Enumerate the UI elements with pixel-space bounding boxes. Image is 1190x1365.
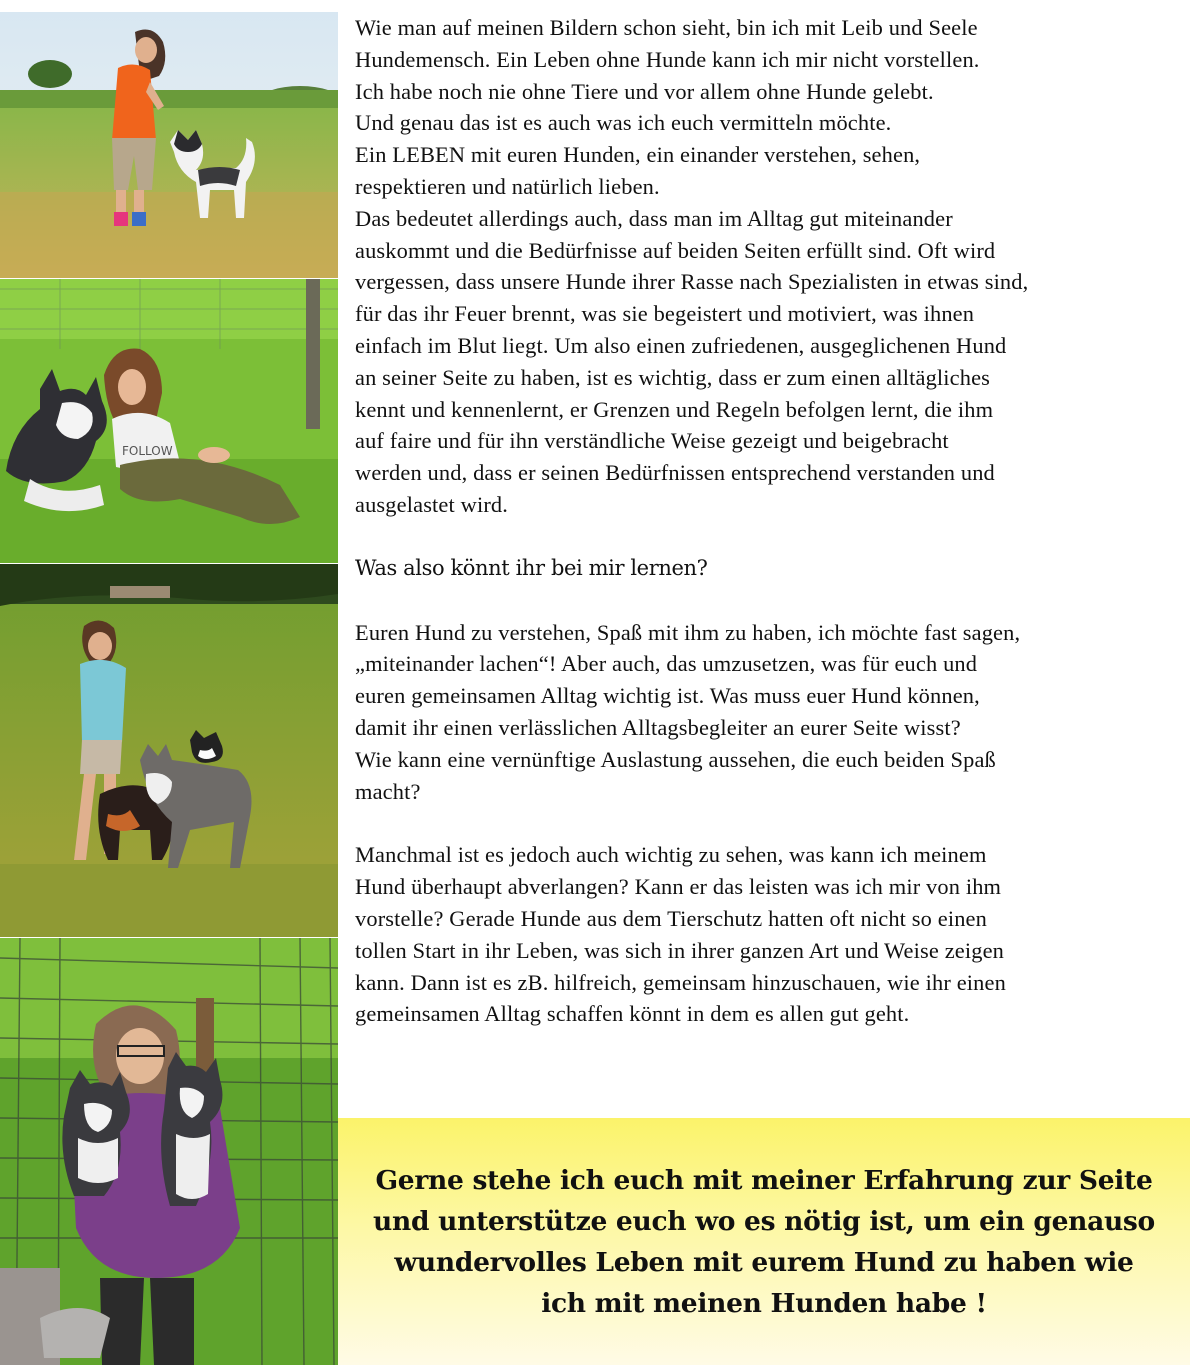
text-line: an seiner Seite zu haben, ist es wichtig, dass er zum einen alltägliches: [355, 364, 991, 390]
text-line: Das bedeutet allerdings auch, dass man im Alltag gut miteinander: [355, 205, 953, 231]
section-heading: Was also könnt ihr bei mir lernen?: [355, 555, 708, 580]
callout-line: Gerne stehe ich euch mit meiner Erfahrung zur Seite: [375, 1164, 1153, 1196]
paragraph-gap: [355, 585, 1185, 617]
svg-text:FOLLOW: FOLLOW: [122, 444, 173, 458]
learn-paragraph: [355, 617, 1185, 808]
text-line: respektieren und natürlich lieben.: [355, 173, 660, 199]
callout-line: ich mit meinen Hunden habe !: [541, 1287, 987, 1319]
text-line: Ich habe noch nie ohne Tiere und vor allem ohne Hunde gelebt.: [355, 78, 934, 104]
callout-line: wundervolles Leben mit eurem Hund zu haben wie: [394, 1246, 1134, 1278]
photo-woman-walking-with-dogs: [0, 564, 338, 937]
text-line: auf faire und für ihn verständliche Weise gezeigt und beigebracht: [355, 428, 949, 454]
photo-woman-training-husky-in-field: [0, 12, 338, 278]
text-line: auskommt und die Bedürfnisse auf beiden Seiten erfüllt sind. Oft wird: [355, 237, 996, 263]
photo-woman-lying-with-husky-on-grass: [0, 279, 338, 563]
intro-paragraph: [355, 12, 1185, 521]
text-line: einfach im Blut liegt. Um also einen zufriedenen, ausgeglichenen Hund: [355, 332, 1007, 358]
text-line: Und genau das ist es auch was ich euch vermitteln möchte.: [355, 110, 892, 136]
text-line: kennt und kennenlernt, er Grenzen und Regeln befolgen lernt, die ihm: [355, 396, 994, 422]
text-line: Manchmal ist es jedoch auch wichtig zu sehen, was kann ich meinem: [355, 842, 987, 868]
paragraph-gap: [355, 807, 1185, 839]
rescue-paragraph: [355, 839, 1185, 1030]
text-line: für das ihr Feuer brennt, was sie begeistert und motiviert, was ihnen: [355, 301, 975, 327]
callout-box: [338, 1118, 1190, 1365]
text-line: tollen Start in ihr Leben, was sich in ihrer ganzen Art und Weise zeigen: [355, 937, 1005, 963]
text-line: ausgelastet wird.: [355, 491, 509, 517]
text-line: „miteinander lachen“! Aber auch, das umzusetzen, was für euch und: [355, 651, 978, 677]
text-line: Hund überhaupt abverlangen? Kann er das leisten was ich mir von ihm: [355, 874, 1002, 900]
text-line: Wie kann eine vernünftige Auslastung aussehen, die euch beiden Spaß: [355, 746, 996, 772]
text-line: Euren Hund zu verstehen, Spaß mit ihm zu haben, ich möchte fast sagen,: [355, 619, 1021, 645]
text-line: vorstelle? Gerade Hunde aus dem Tierschutz hatten oft nicht so einen: [355, 905, 987, 931]
callout-line: und unterstütze euch wo es nötig ist, um ein genauso: [373, 1205, 1155, 1237]
text-line: vergessen, dass unsere Hunde ihrer Rasse nach Spezialisten in etwas sind,: [355, 269, 1029, 295]
text-line: euren gemeinsamen Alltag wichtig ist. Was muss euer Hund können,: [355, 683, 980, 709]
photo-woman-holding-husky-puppies: [0, 938, 338, 1365]
paragraph-gap: [355, 521, 1185, 553]
text-line: macht?: [355, 778, 421, 804]
text-line: Hundemensch. Ein Leben ohne Hunde kann ich mir nicht vorstellen.: [355, 46, 980, 72]
text-line: gemeinsamen Alltag schaffen könnt in dem es allen gut geht.: [355, 1001, 910, 1027]
text-line: damit ihr einen verlässlichen Alltagsbegleiter an eurer Seite wisst?: [355, 714, 961, 740]
text-line: werden und, dass er seinen Bedürfnissen entsprechend verstanden und: [355, 460, 995, 486]
photo-column: [0, 0, 338, 1365]
text-line: Ein LEBEN mit euren Hunden, ein einander verstehen, sehen,: [355, 142, 921, 168]
callout-text: [373, 1160, 1155, 1324]
text-line: Wie man auf meinen Bildern schon sieht, bin ich mit Leib und Seele: [355, 15, 978, 40]
article-text: [355, 12, 1185, 1030]
text-line: kann. Dann ist es zB. hilfreich, gemeinsam hinzuschauen, wie ihr einen: [355, 969, 1006, 995]
